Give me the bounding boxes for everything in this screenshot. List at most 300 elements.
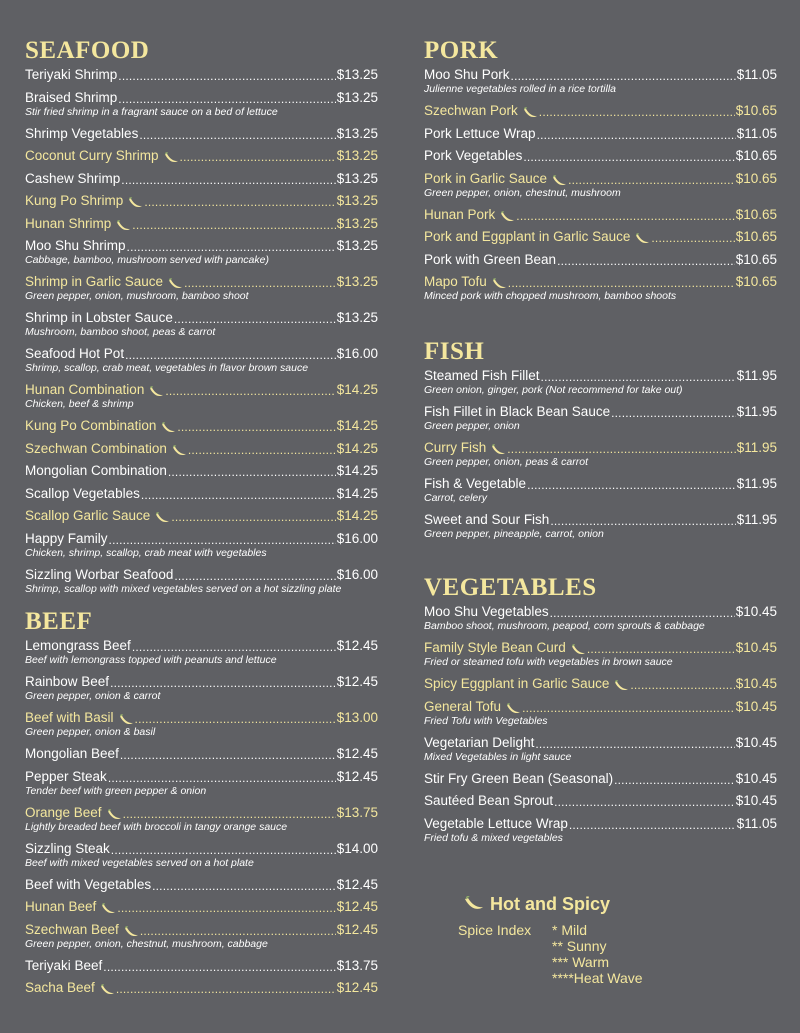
- menu-item-price: $11.95: [736, 404, 777, 419]
- menu-item-price: $12.45: [336, 674, 378, 689]
- menu-item-price: $10.65: [735, 148, 777, 163]
- menu-item-name: Shrimp in Garlic Sauce: [25, 274, 164, 289]
- menu-item-row: [424, 675, 777, 692]
- menu-item-row: [424, 815, 777, 832]
- menu-item-row: [424, 66, 777, 83]
- menu-item-row: [424, 102, 777, 119]
- menu-item: [424, 675, 777, 698]
- menu-item-price: $10.45: [735, 640, 777, 655]
- menu-item-price: $12.45: [336, 921, 378, 937]
- menu-item-name: Sizzling Steak: [25, 840, 110, 856]
- menu-item-name: Moo Shu Vegetables: [424, 604, 549, 619]
- menu-item: [424, 511, 777, 547]
- section-seafood: [25, 36, 378, 602]
- menu-item-price: $10.65: [735, 274, 777, 289]
- menu-item: [25, 507, 378, 530]
- menu-item-name: Mongolian Beef: [25, 746, 119, 761]
- menu-item-description: Fried tofu & mixed vegetables: [424, 831, 563, 844]
- menu-item-description: Chicken, beef & shrimp: [25, 398, 134, 410]
- menu-item-price: $12.45: [336, 746, 378, 761]
- leader-dots: [523, 147, 734, 164]
- menu-item-row: [25, 566, 378, 583]
- menu-item: [424, 367, 777, 403]
- leader-dots: [651, 228, 734, 245]
- menu-item: [424, 439, 777, 475]
- menu-item: [424, 734, 777, 770]
- menu-item-name: Sizzling Worbar Seafood: [25, 566, 174, 582]
- menu-item-description: Beef with lemongrass topped with peanuts and lettuce: [25, 654, 277, 666]
- menu-item: [424, 102, 777, 125]
- menu-item-description: Beef with mixed vegetables served on a hot plate: [25, 856, 254, 869]
- menu-item-name: Coconut Curry Shrimp: [25, 148, 159, 163]
- leader-dots: [103, 957, 335, 974]
- leader-dots: [527, 475, 736, 492]
- menu-item-description: Carrot, celery: [424, 492, 488, 504]
- menu-item: [424, 228, 777, 251]
- menu-item: [25, 709, 378, 745]
- menu-item-name: Vegetarian Delight: [424, 734, 535, 750]
- leader-dots: [174, 309, 336, 326]
- menu-item-description: Green pepper, onion: [424, 420, 520, 432]
- menu-item-row: [25, 309, 378, 326]
- legend-label: Spice Index: [458, 922, 532, 938]
- menu-item-name: Pork in Garlic Sauce: [424, 170, 548, 186]
- menu-item-row: [25, 381, 378, 398]
- chili-pepper-icon: [164, 152, 179, 164]
- spice-level: ****Heat Wave: [552, 970, 643, 986]
- menu-item-price: $11.05: [736, 815, 777, 831]
- menu-item-row: [25, 745, 378, 762]
- menu-item-name: Happy Family: [25, 530, 108, 546]
- leader-dots: [141, 485, 336, 502]
- leader-dots: [127, 237, 336, 254]
- leader-dots: [511, 66, 736, 83]
- leader-dots: [174, 566, 335, 583]
- menu-item-name: Kung Po Shrimp: [25, 193, 124, 208]
- menu-item-row: [25, 507, 378, 524]
- menu-item-row: [25, 345, 378, 362]
- menu-item-price: $14.25: [336, 508, 378, 523]
- menu-item-description: Green onion, ginger, pork (Not recommend for take out): [424, 384, 683, 396]
- menu-item: [25, 745, 378, 768]
- menu-item-price: $13.25: [336, 215, 378, 231]
- menu-item-price: $12.45: [336, 768, 378, 784]
- menu-item-price: $14.00: [336, 840, 378, 856]
- leader-dots: [144, 192, 335, 209]
- menu-item-price: $14.25: [336, 485, 378, 501]
- menu-item-price: $10.65: [735, 103, 777, 118]
- menu-item: [25, 89, 378, 125]
- chili-pepper-icon: [571, 644, 586, 656]
- menu-item-price: $10.45: [735, 676, 777, 691]
- menu-item-row: [424, 170, 777, 187]
- menu-item-name: Sweet and Sour Fish: [424, 512, 550, 527]
- menu-item-price: $12.45: [336, 899, 378, 914]
- leader-dots: [539, 102, 735, 119]
- leader-dots: [541, 367, 736, 384]
- leader-dots: [135, 709, 336, 726]
- leader-dots: [108, 768, 336, 785]
- menu-item-row: [424, 603, 777, 620]
- menu-item: [25, 345, 378, 381]
- menu-item-row: [25, 273, 378, 290]
- menu-item-name: Hunan Pork: [424, 206, 496, 222]
- chili-pepper-icon: [155, 512, 170, 524]
- menu-item: [25, 804, 378, 840]
- legend-levels: [552, 922, 643, 986]
- leader-dots: [118, 89, 335, 106]
- menu-item-description: Green pepper, pineapple, carrot, onion: [424, 528, 604, 540]
- menu-item-description: Green pepper, onion, peas & carrot: [424, 456, 589, 468]
- menu-item-price: $16.00: [336, 566, 378, 582]
- leader-dots: [550, 511, 735, 528]
- chili-pepper-icon: [128, 197, 143, 209]
- menu-item-price: $13.25: [336, 238, 378, 253]
- menu-item-name: Steamed Fish Fillet: [424, 368, 540, 383]
- menu-item-price: $11.95: [736, 476, 777, 491]
- menu-item-row: [25, 237, 378, 254]
- menu-item-price: $14.25: [336, 463, 378, 478]
- leader-dots: [184, 273, 336, 290]
- menu-item-description: Shrimp, scallop, crab meat, vegetables in flavor brown sauce: [25, 362, 309, 374]
- menu-item: [25, 273, 378, 309]
- leader-dots: [550, 603, 735, 620]
- menu-item-row: [25, 170, 378, 187]
- menu-item-name: Vegetable Lettuce Wrap: [424, 815, 568, 831]
- menu-item-row: [25, 192, 378, 209]
- menu-item-name: Sacha Beef: [25, 980, 95, 995]
- menu-item-row: [25, 89, 378, 106]
- menu-item: [25, 192, 378, 215]
- leader-dots: [120, 745, 336, 762]
- menu-item: [424, 147, 777, 170]
- menu-item-description: Green pepper, onion & carrot: [25, 690, 161, 702]
- menu-item: [424, 251, 777, 274]
- menu-item-price: $14.25: [336, 418, 378, 433]
- menu-item-row: [25, 804, 378, 821]
- leader-dots: [557, 251, 735, 268]
- menu-item-name: Mapo Tofu: [424, 274, 487, 289]
- menu-item-name: Shrimp in Lobster Sauce: [25, 310, 173, 325]
- menu-item-price: $13.25: [336, 170, 378, 186]
- leader-dots: [614, 770, 735, 787]
- menu-item-description: Minced pork with chopped mushroom, bamboo shoots: [424, 290, 677, 302]
- menu-item-row: [424, 639, 777, 656]
- leader-dots: [165, 381, 335, 398]
- leader-dots: [110, 673, 336, 690]
- menu-item-description: Shrimp, scallop with mixed vegetables served on a hot sizzling plate: [25, 582, 342, 595]
- menu-item-row: [424, 367, 777, 384]
- chili-pepper-icon: [491, 444, 506, 456]
- menu-item-row: [25, 840, 378, 857]
- chili-pepper-icon: [119, 714, 134, 726]
- menu-item-description: Mixed Vegetables in light sauce: [424, 750, 572, 763]
- menu-item-name: Orange Beef: [25, 804, 102, 820]
- menu-item-price: $10.45: [735, 698, 777, 714]
- menu-item-price: $13.25: [336, 274, 378, 289]
- leader-dots: [116, 979, 336, 996]
- menu-item-row: [25, 66, 378, 83]
- chili-pepper-icon: [464, 896, 484, 912]
- menu-item: [25, 840, 378, 876]
- menu-item-name: Family Style Bean Curd: [424, 640, 566, 655]
- menu-item-description: Green pepper, onion, chestnut, mushroom, cabbage: [25, 937, 268, 950]
- menu-item-name: Seafood Hot Pot: [25, 346, 125, 361]
- chili-pepper-icon: [506, 703, 521, 715]
- menu-item: [424, 603, 777, 639]
- menu-item: [25, 170, 378, 193]
- menu-item-price: $10.65: [735, 170, 777, 186]
- chili-pepper-icon: [161, 422, 176, 434]
- menu-item: [424, 66, 777, 102]
- leader-dots: [111, 840, 336, 857]
- menu-item-row: [25, 530, 378, 547]
- menu-item: [424, 815, 777, 851]
- menu-item-name: Pepper Steak: [25, 768, 107, 784]
- menu-item-price: $11.05: [736, 67, 777, 82]
- menu-item-row: [424, 228, 777, 245]
- menu-item: [25, 876, 378, 899]
- chili-pepper-icon: [168, 278, 183, 290]
- menu-item-description: Stir fried shrimp in a fragrant sauce on a bed of lettuce: [25, 105, 278, 118]
- menu-item-name: Hunan Combination: [25, 382, 145, 397]
- menu-item-row: [424, 698, 777, 715]
- menu-item-price: $13.25: [336, 148, 378, 163]
- section-title: PORK: [424, 37, 499, 64]
- legend-title: [464, 892, 610, 916]
- leader-dots: [630, 675, 734, 692]
- menu-item-name: Pork Lettuce Wrap: [424, 125, 536, 141]
- leader-dots: [188, 440, 336, 457]
- section-vegetables: [424, 573, 777, 851]
- section-fish: [424, 337, 777, 547]
- menu-item-name: Rainbow Beef: [25, 674, 110, 689]
- menu-item-row: [25, 417, 378, 434]
- menu-item-name: Pork and Eggplant in Garlic Sauce: [424, 229, 631, 244]
- leader-dots: [121, 170, 335, 187]
- menu-item-row: [424, 770, 777, 787]
- chili-pepper-icon: [100, 984, 115, 996]
- menu-item: [424, 403, 777, 439]
- menu-item-name: Scallop Garlic Sauce: [25, 508, 151, 523]
- menu-item: [424, 273, 777, 309]
- leader-dots: [171, 507, 335, 524]
- leader-dots: [537, 125, 736, 142]
- menu-item-price: $10.65: [735, 206, 777, 222]
- menu-item-price: $13.25: [336, 67, 378, 82]
- menu-item-row: [25, 768, 378, 785]
- menu-item-row: [25, 709, 378, 726]
- menu-item: [25, 66, 378, 89]
- chili-pepper-icon: [635, 233, 650, 245]
- leader-dots: [522, 698, 735, 715]
- menu-item-price: $11.95: [736, 512, 777, 527]
- menu-item-price: $16.00: [336, 346, 378, 361]
- menu-item: [25, 898, 378, 921]
- leader-dots: [168, 462, 336, 479]
- chili-pepper-icon: [500, 211, 515, 223]
- menu-item-price: $12.45: [336, 980, 378, 995]
- menu-item-name: Fish Fillet in Black Bean Sauce: [424, 404, 611, 419]
- leader-dots: [152, 876, 336, 893]
- menu-item-description: Mushroom, bamboo shoot, peas & carrot: [25, 326, 216, 338]
- menu-item: [424, 170, 777, 206]
- menu-item: [25, 637, 378, 673]
- menu-item-price: $11.95: [736, 440, 777, 455]
- leader-dots: [587, 639, 735, 656]
- menu-item-row: [424, 147, 777, 164]
- menu-item: [25, 530, 378, 566]
- menu-item: [25, 309, 378, 345]
- chili-pepper-icon: [107, 809, 122, 821]
- menu-item-price: $13.25: [336, 89, 378, 105]
- menu-item-description: Green pepper, onion, mushroom, bamboo shoot: [25, 290, 249, 302]
- menu-item-name: Scallop Vegetables: [25, 485, 140, 501]
- menu-item-description: Bamboo shoot, mushroom, peapod, corn sprouts & cabbage: [424, 620, 705, 632]
- section-pork: [424, 36, 777, 309]
- menu-item-name: Teriyaki Beef: [25, 957, 103, 973]
- chili-pepper-icon: [116, 220, 131, 232]
- leader-dots: [516, 206, 734, 223]
- menu-item-row: [424, 511, 777, 528]
- leader-dots: [139, 125, 335, 142]
- menu-item-row: [424, 125, 777, 142]
- menu-item-name: Spicy Eggplant in Garlic Sauce: [424, 676, 610, 691]
- menu-item-price: $12.45: [336, 876, 378, 892]
- menu-item-description: Green pepper, onion, chestnut, mushroom: [424, 186, 621, 199]
- menu-item: [25, 921, 378, 957]
- menu-item-row: [424, 439, 777, 456]
- menu-item-row: [25, 215, 378, 232]
- menu-item-row: [25, 957, 378, 974]
- section-title: VEGETABLES: [424, 574, 597, 601]
- menu-item-price: $10.45: [735, 770, 777, 786]
- spice-level: ** Sunny: [552, 938, 607, 954]
- menu-item-name: Pork with Green Bean: [424, 251, 557, 267]
- menu-item-name: Shrimp Vegetables: [25, 125, 139, 141]
- menu-item: [25, 215, 378, 238]
- menu-item-name: Braised Shrimp: [25, 89, 118, 105]
- menu-item: [25, 440, 378, 463]
- menu-item: [25, 147, 378, 170]
- menu-item: [424, 206, 777, 229]
- menu-item: [25, 566, 378, 602]
- menu-item-row: [25, 147, 378, 164]
- menu-item-name: Szechwan Combination: [25, 440, 167, 456]
- menu-item-name: General Tofu: [424, 698, 502, 714]
- menu-item-name: Pork Vegetables: [424, 148, 523, 163]
- menu-item-name: Beef with Basil: [25, 710, 114, 725]
- chili-pepper-icon: [149, 386, 164, 398]
- menu-item-name: Cashew Shrimp: [25, 170, 121, 186]
- menu-item: [25, 381, 378, 417]
- chili-pepper-icon: [101, 903, 116, 915]
- menu-item-price: $13.75: [336, 957, 378, 973]
- menu-item-price: $13.25: [336, 193, 378, 208]
- menu-item-price: $16.00: [336, 530, 378, 546]
- menu-item: [424, 639, 777, 675]
- section-title: FISH: [424, 338, 485, 365]
- section-title: SEAFOOD: [25, 37, 150, 64]
- menu-item: [25, 417, 378, 440]
- menu-item-name: Sautéed Bean Sprout: [424, 793, 554, 808]
- menu-item: [424, 125, 777, 148]
- leader-dots: [117, 898, 335, 915]
- leader-dots: [125, 345, 336, 362]
- legend-title-text: Hot and Spicy: [490, 894, 611, 914]
- menu-item-row: [25, 440, 378, 457]
- menu-item-row: [25, 876, 378, 893]
- menu-item-description: Tender beef with green pepper & onion: [25, 784, 207, 797]
- leader-dots: [569, 815, 736, 832]
- menu-item-name: Hunan Shrimp: [25, 215, 112, 231]
- leader-dots: [140, 921, 336, 938]
- menu-item: [424, 698, 777, 734]
- menu-item-name: Fish & Vegetable: [424, 476, 527, 491]
- menu-item-price: $12.45: [336, 638, 378, 653]
- menu-item-name: Kung Po Combination: [25, 418, 157, 433]
- leader-dots: [535, 734, 734, 751]
- menu-item-name: Mongolian Combination: [25, 463, 167, 478]
- menu-item: [25, 768, 378, 804]
- chili-pepper-icon: [552, 175, 567, 187]
- menu-item-description: Fried or steamed tofu with vegetables in brown sauce: [424, 656, 673, 668]
- menu-item-row: [424, 792, 777, 809]
- menu-item-row: [424, 251, 777, 268]
- menu-item-row: [25, 898, 378, 915]
- leader-dots: [180, 147, 336, 164]
- menu-item-row: [25, 485, 378, 502]
- chili-pepper-icon: [172, 445, 187, 457]
- menu-item-row: [25, 979, 378, 996]
- chili-pepper-icon: [492, 278, 507, 290]
- spice-level: *** Warm: [552, 954, 610, 970]
- leader-dots: [177, 417, 335, 434]
- menu-item-price: $10.45: [735, 604, 777, 619]
- menu-item-row: [424, 403, 777, 420]
- menu-item-price: $10.45: [735, 793, 777, 808]
- menu-item-price: $13.25: [336, 310, 378, 325]
- menu-item-row: [424, 273, 777, 290]
- menu-item-price: $10.65: [735, 251, 777, 267]
- menu-item-description: Cabbage, bamboo, mushroom served with pancake): [25, 254, 269, 266]
- leader-dots: [123, 804, 336, 821]
- menu-item-price: $10.65: [735, 229, 777, 244]
- menu-item: [25, 957, 378, 980]
- menu-item: [25, 125, 378, 148]
- menu-item-name: Szechwan Beef: [25, 921, 119, 937]
- menu-item-price: $10.45: [735, 734, 777, 750]
- menu-item: [424, 770, 777, 793]
- menu-item: [424, 475, 777, 511]
- leader-dots: [568, 170, 735, 187]
- menu-item-name: Moo Shu Shrimp: [25, 238, 126, 253]
- menu-item-description: Chicken, shrimp, scallop, crab meat with vegetables: [25, 546, 267, 559]
- menu-item: [25, 673, 378, 709]
- menu-item-row: [25, 637, 378, 654]
- menu-item-description: Fried Tofu with Vegetables: [424, 714, 548, 727]
- menu-item-name: Moo Shu Pork: [424, 67, 510, 82]
- leader-dots: [611, 403, 736, 420]
- menu-item-description: Lightly breaded beef with broccoli in tangy orange sauce: [25, 820, 288, 833]
- menu-item-row: [424, 475, 777, 492]
- menu-item-price: $11.05: [736, 125, 777, 141]
- leader-dots: [132, 637, 336, 654]
- menu-item-row: [424, 206, 777, 223]
- menu-item-name: Curry Fish: [424, 440, 487, 455]
- leader-dots: [507, 439, 735, 456]
- menu-item: [25, 462, 378, 485]
